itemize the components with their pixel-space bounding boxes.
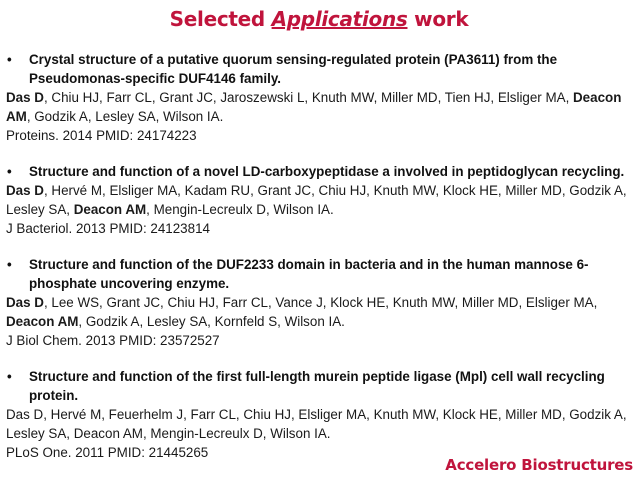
publication-authors bbox=[6, 293, 632, 331]
publication-entry bbox=[6, 50, 632, 145]
highlighted-author: Deacon AM bbox=[6, 314, 79, 329]
title-emphasis: Applications bbox=[271, 7, 408, 31]
bullet-icon: • bbox=[7, 257, 12, 272]
publication-entry bbox=[6, 367, 632, 462]
highlighted-author: Deacon AM bbox=[73, 202, 147, 217]
author-text: , Godzik A, Lesley SA, Kornfeld S, Wilson IA. bbox=[78, 314, 345, 329]
publication-list bbox=[6, 50, 632, 479]
highlighted-author: Das D bbox=[6, 90, 44, 105]
publication-authors bbox=[6, 88, 632, 126]
publication-title-text: Crystal structure of a putative quorum sensing-regulated protein (PA3611) from the Pseudomonas-specific DUF4146 family. bbox=[29, 52, 558, 86]
author-text: , Lee WS, Grant JC, Chiu HJ, Farr CL, Vance J, Klock HE, Knuth MW, Miller MD, Elsliger MA, bbox=[43, 295, 598, 310]
publication-title-text: Structure and function of a novel LD-carboxypeptidase a involved in peptidoglycan recycling. bbox=[29, 164, 625, 179]
publication-journal: PLoS One. 2011 PMID: 21445265 bbox=[6, 445, 209, 460]
author-text: , Hervé M, Elsliger MA, Kadam RU, Grant JC, Chiu HJ, Knuth MW, Klock HE, Miller MD, Godzik A, Lesley SA, bbox=[6, 183, 627, 217]
author-text: , Chiu HJ, Farr CL, Grant JC, Jaroszewski L, Knuth MW, Miller MD, Tien HJ, Elsliger MA, bbox=[43, 90, 574, 105]
bullet-icon: • bbox=[7, 52, 12, 67]
publication-journal: J Biol Chem. 2013 PMID: 23572527 bbox=[6, 333, 220, 348]
bullet-icon: • bbox=[7, 164, 12, 179]
author-text: , Godzik A, Lesley SA, Wilson IA. bbox=[26, 109, 224, 124]
bullet-icon: • bbox=[7, 369, 12, 384]
author-text: , Mengin-Lecreulx D, Wilson IA. bbox=[146, 202, 334, 217]
publication-title bbox=[6, 50, 632, 88]
publication-title bbox=[6, 255, 632, 293]
publication-title-text: Structure and function of the DUF2233 domain in bacteria and in the human mannose 6-phosphate uncovering enzyme. bbox=[29, 257, 589, 291]
title-prefix: Selected bbox=[169, 7, 272, 31]
brand-logo-text: Accelero Biostructures bbox=[445, 456, 633, 474]
publication-title bbox=[6, 367, 632, 405]
publication-journal: Proteins. 2014 PMID: 24174223 bbox=[6, 128, 197, 143]
publication-title bbox=[6, 162, 632, 181]
slide-title bbox=[0, 7, 638, 31]
author-text: Das D, Hervé M, Feuerhelm J, Farr CL, Chiu HJ, Elsliger MA, Knuth MW, Klock HE, Miller MD, Godzik A, Lesley SA, Deacon AM, Mengin-Lecreulx D, Wilson IA. bbox=[6, 407, 627, 441]
publication-entry bbox=[6, 162, 632, 238]
publication-authors bbox=[6, 405, 632, 443]
publication-journal: J Bacteriol. 2013 PMID: 24123814 bbox=[6, 221, 210, 236]
highlighted-author: Das D bbox=[6, 295, 44, 310]
highlighted-author: Das D bbox=[6, 183, 44, 198]
title-suffix: work bbox=[407, 7, 469, 31]
publication-title-text: Structure and function of the first full-length murein peptide ligase (Mpl) cell wall recycling protein. bbox=[29, 369, 605, 403]
highlighted-author: Deacon AM bbox=[6, 90, 622, 124]
publication-entry bbox=[6, 255, 632, 350]
publication-authors bbox=[6, 181, 632, 219]
